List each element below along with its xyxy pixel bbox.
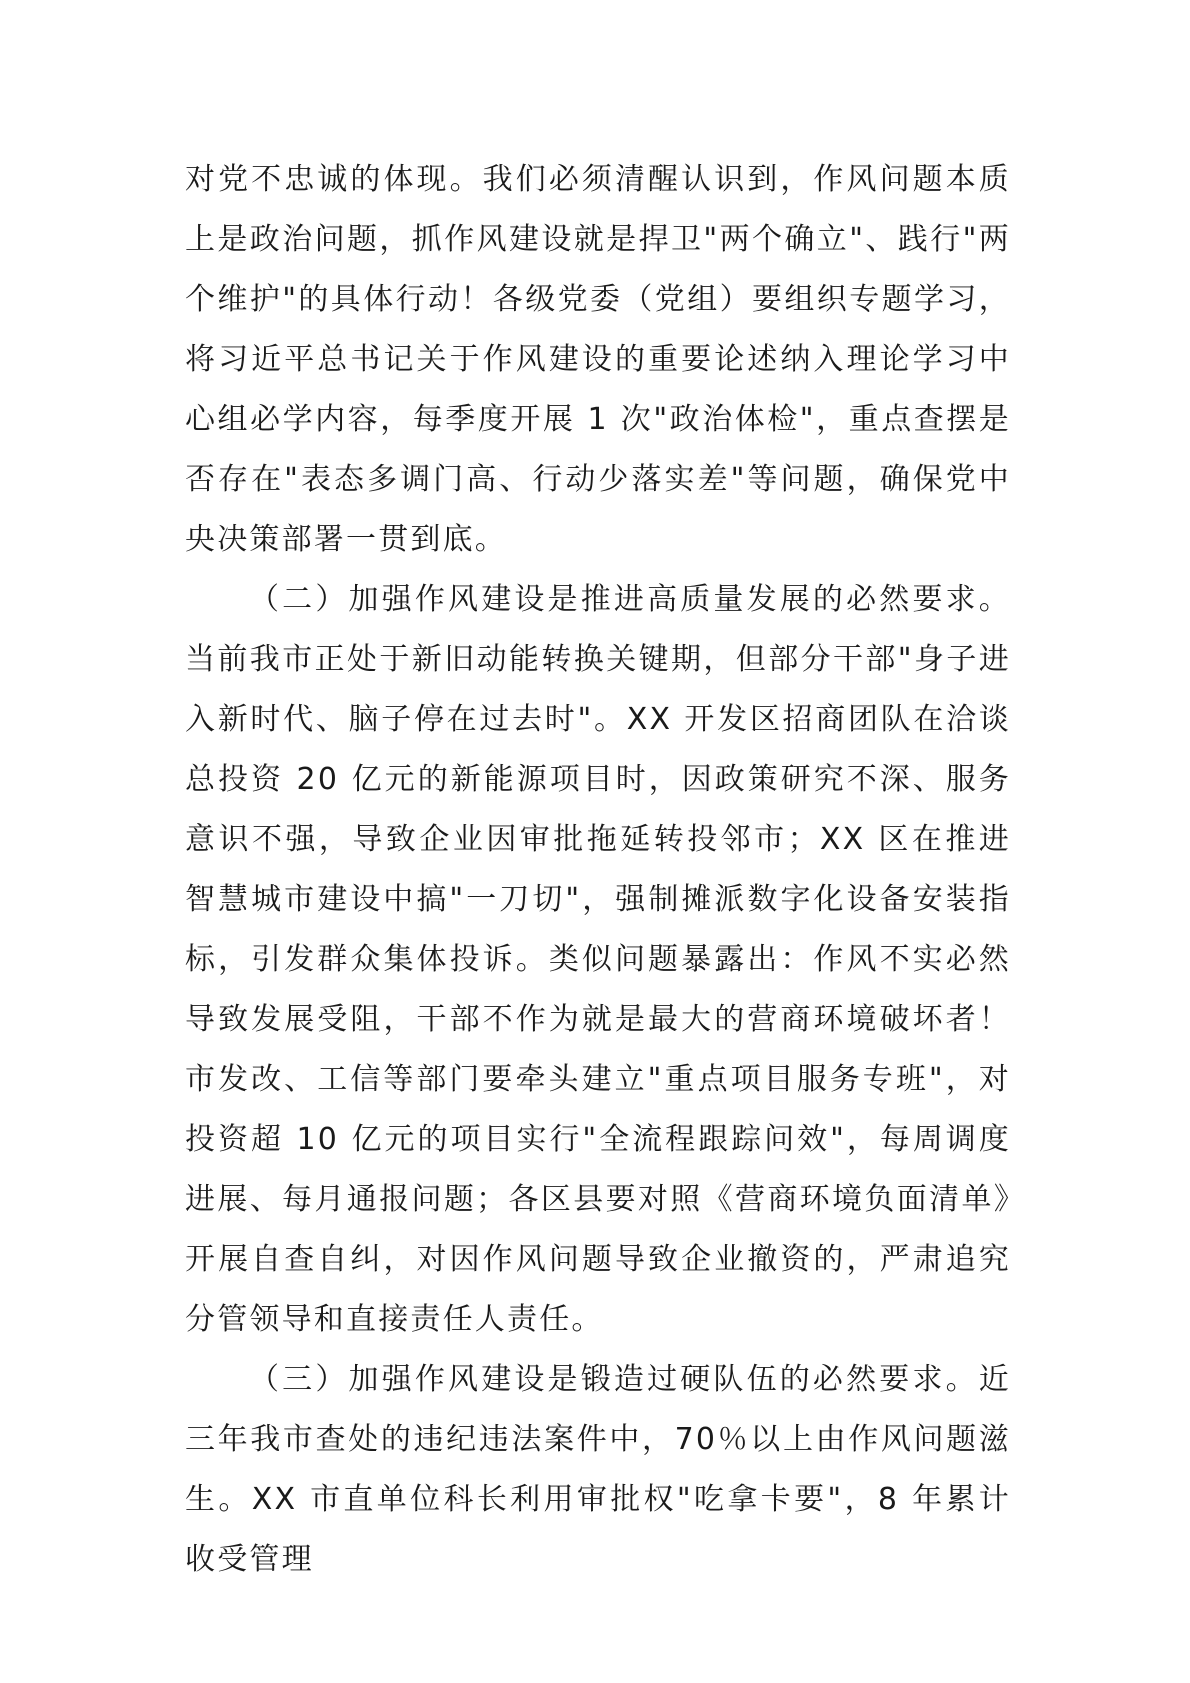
- paragraph-section-three: （三）加强作风建设是锻造过硬队伍的必然要求。近三年我市查处的违纪违法案件中，70％以上由作风问题滋生。XX 市直单位科长利用审批权"吃拿卡要"，8 年累计收受管理: [185, 1362, 1011, 1577]
- paragraph-section-two: （二）加强作风建设是推进高质量发展的必然要求。当前我市正处于新旧动能转换关键期，但部分干部"身子进入新时代、脑子停在过去时"。XX 开发区招商团队在洽谈总投资 20 亿元的新能源项目时，因政策研究不深、服务意识不强，导致企业因审批拖延转投邻市；XX 区在推进智慧城市建设中搞"一刀切"，强制摊派数字化设备安装指标，引发群众集体投诉。类似问题暴露出：作风不实必然导致发展受阻，干部不作为就是最大的营商环境破坏者！市发改、工信等部门要牵头建立"重点项目服务专班"，对投资超 10 亿元的项目实行"全流程跟踪问效"，每周调度进展、每月通报问题；各区县要对照《营商环境负面清单》开展自查自纠，对因作风问题导致企业撤资的，严肃追究分管领导和直接责任人责任。: [185, 582, 1011, 1337]
- paragraph-continuation: 对党不忠诚的体现。我们必须清醒认识到，作风问题本质上是政治问题，抓作风建设就是捍卫"两个确立"、践行"两个维护"的具体行动！各级党委（党组）要组织专题学习，将习近平总书记关于作风建设的重要论述纳入理论学习中心组必学内容，每季度开展 1 次"政治体检"，重点查摆是否存在"表态多调门高、行动少落实差"等问题，确保党中央决策部署一贯到底。: [185, 162, 1011, 557]
- document-body: [185, 150, 1011, 1590]
